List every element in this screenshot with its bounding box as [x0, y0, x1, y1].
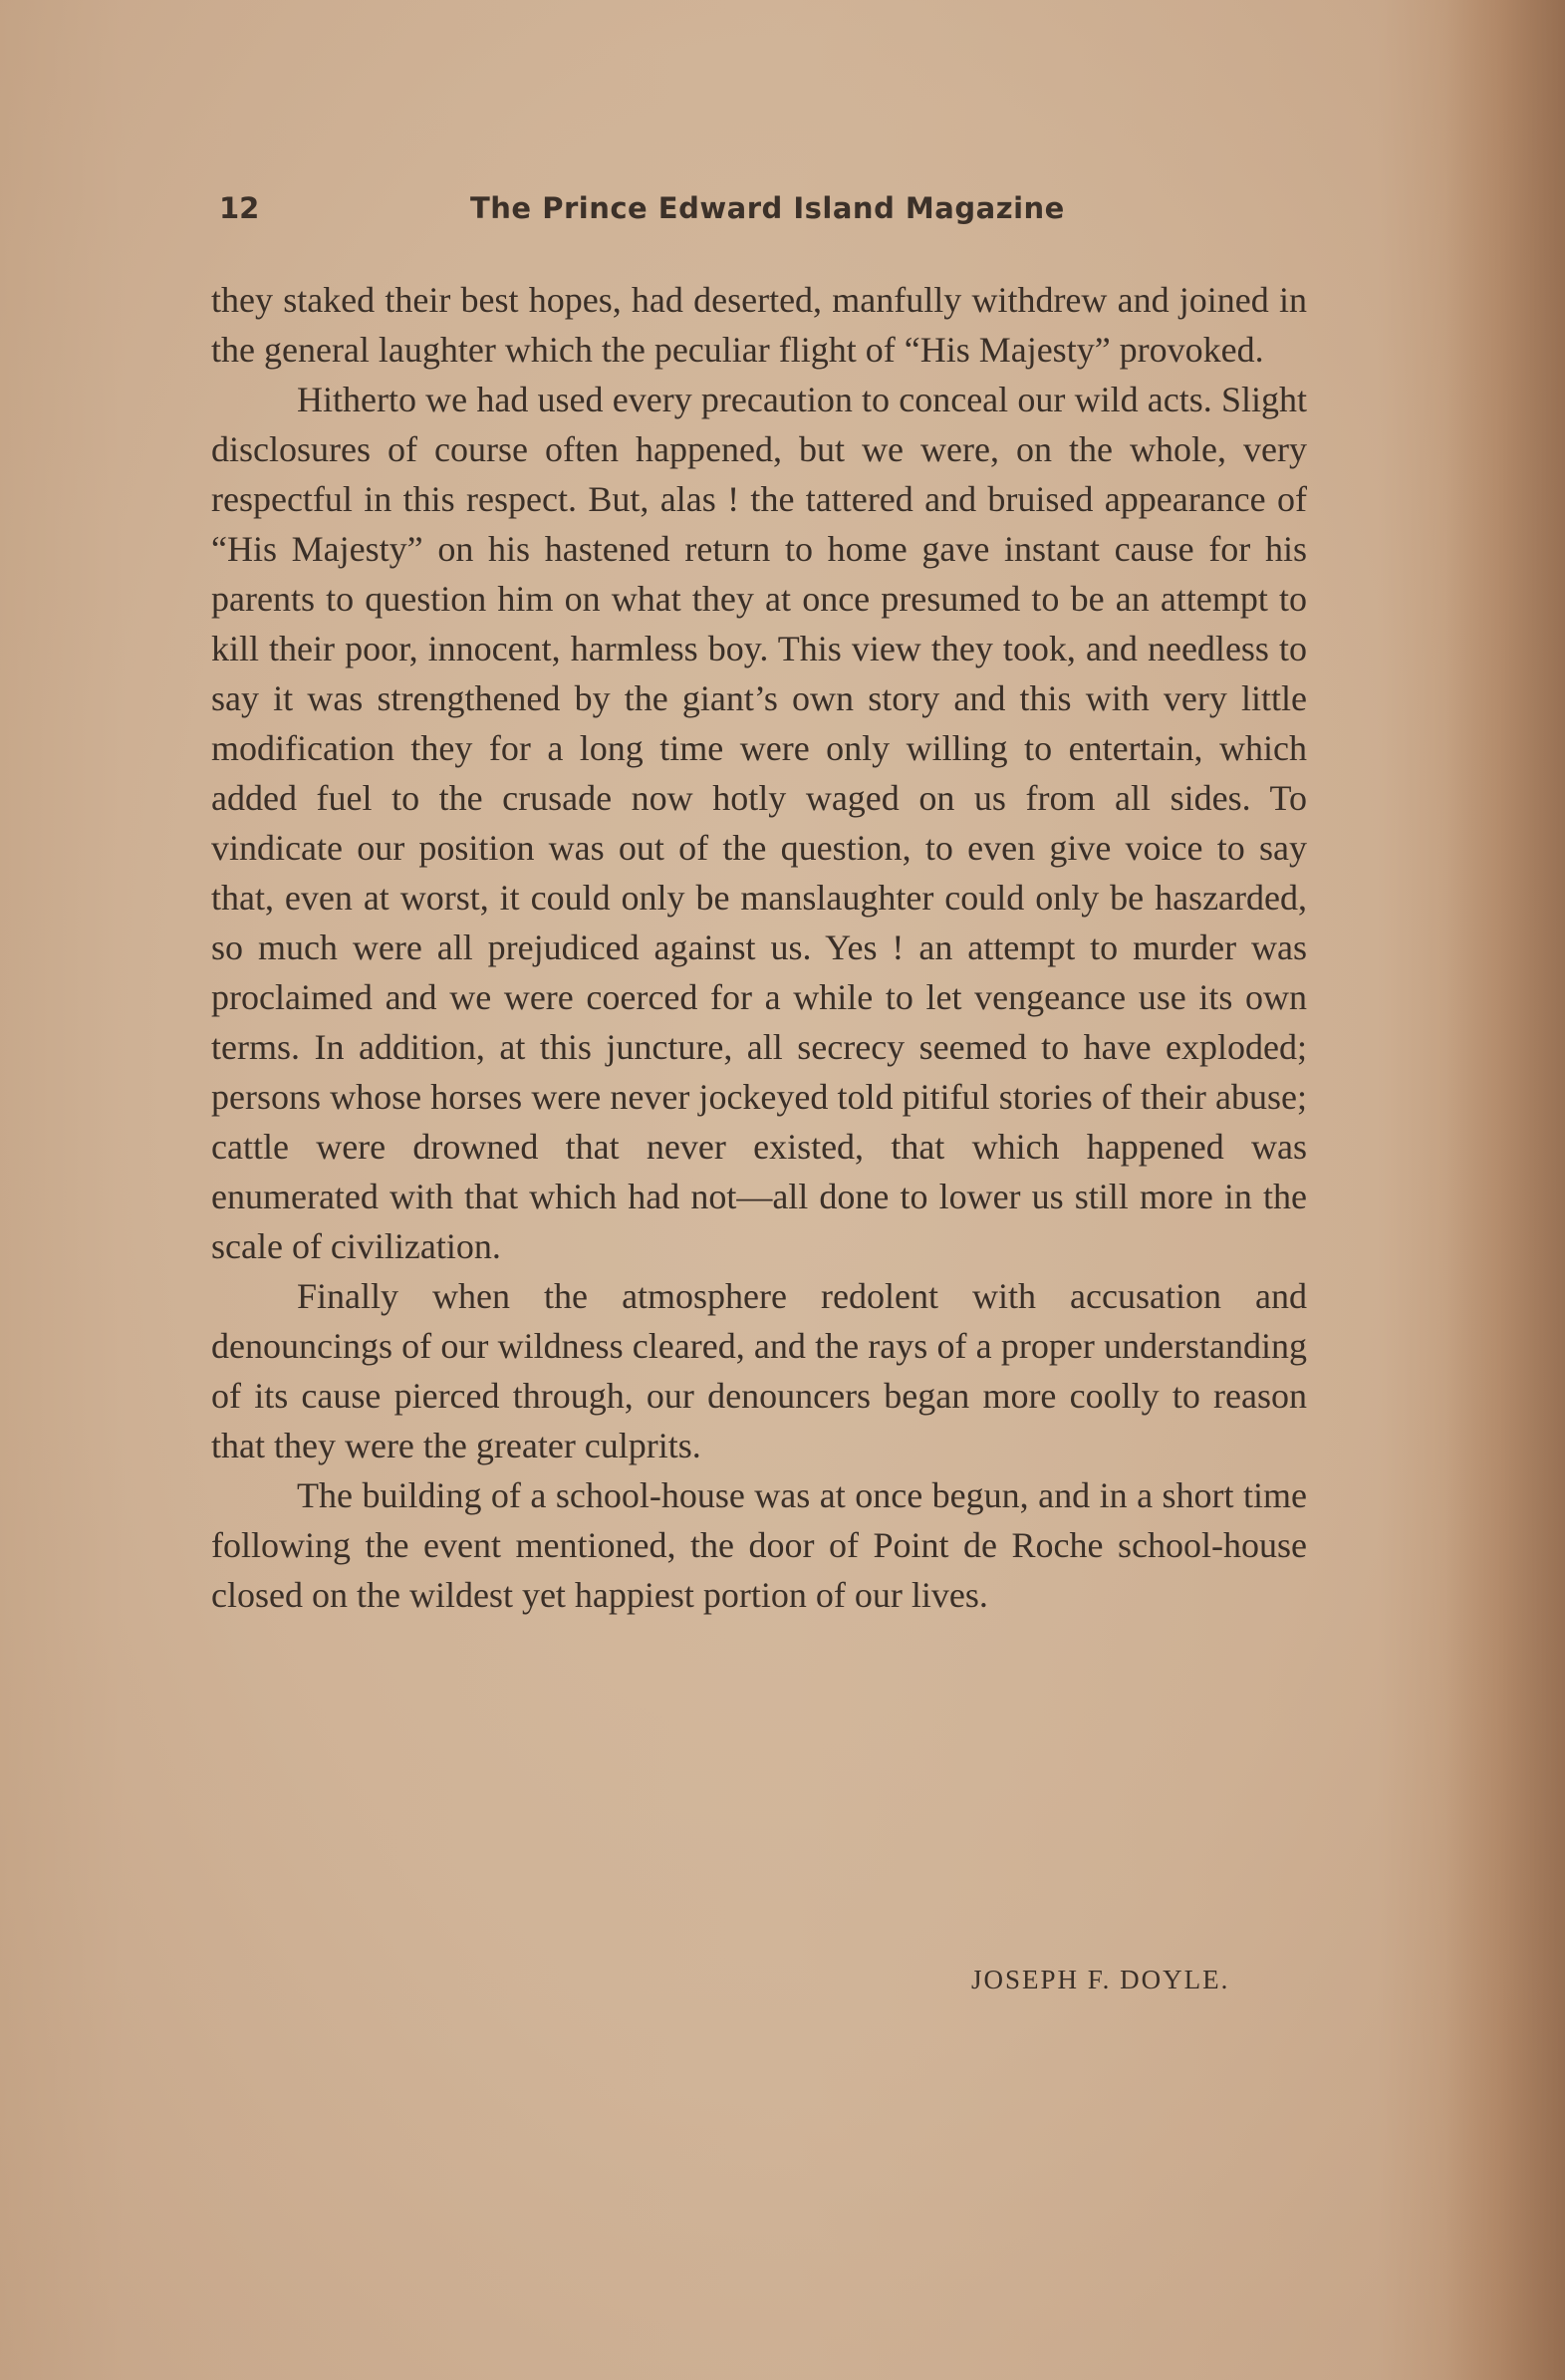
- paragraph-2: Hitherto we had used every precaution to conceal our wild acts. Slight disclosures of course often happened, but we were, on the whole, very respectful in this respect. But, alas ! the tattered and bruised appearance of “His Majesty” on his hastened return to home gave instant cause for his parents to question him on what they at once presumed to be an attempt to kill their poor, innocent, harmless boy. This view they took, and needless to say it was strengthened by the giant’s own story and this with very little modification they for a long time were only willing to entertain, which added fuel to the crusade now hotly waged on us from all sides. To vindicate our position was out of the question, to even give voice to say that, even at worst, it could only be manslaughter could only be haszarded, so much were all prejudiced against us. Yes ! an attempt to murder was proclaimed and we were coerced for a while to let vengeance use its own terms. In addition, at this juncture, all secrecy seemed to have exploded; persons whose horses were never jockeyed told pitiful stories of their abuse; cattle were drowned that never existed, that which happened was enumerated with that which had not—all done to lower us still more in the scale of civilization.: [211, 380, 1307, 1266]
- paragraph-3: Finally when the atmosphere redolent with accusation and denouncings of our wildness cleared, and the rays of a proper understanding of its cause pierced through, our denouncers began more coolly to reason that they were the greater culprits.: [211, 1276, 1307, 1465]
- article-body: [211, 275, 1307, 1620]
- author-signature: JOSEPH F. DOYLE.: [971, 1965, 1230, 1994]
- paragraph-4: The building of a school-house was at once begun, and in a short time following the event mentioned, the door of Point de Roche school-house closed on the wildest yet happiest portion of our lives.: [211, 1475, 1307, 1615]
- page-header: [219, 191, 1325, 241]
- page-number: 12: [219, 191, 260, 225]
- page-edge-shading: [1445, 0, 1565, 2380]
- paragraph-1: they staked their best hopes, had deserted, manfully withdrew and joined in the general laughter which the peculiar flight of “His Majesty” provoked.: [211, 280, 1307, 370]
- running-title: The Prince Edward Island Magazine: [470, 191, 1065, 225]
